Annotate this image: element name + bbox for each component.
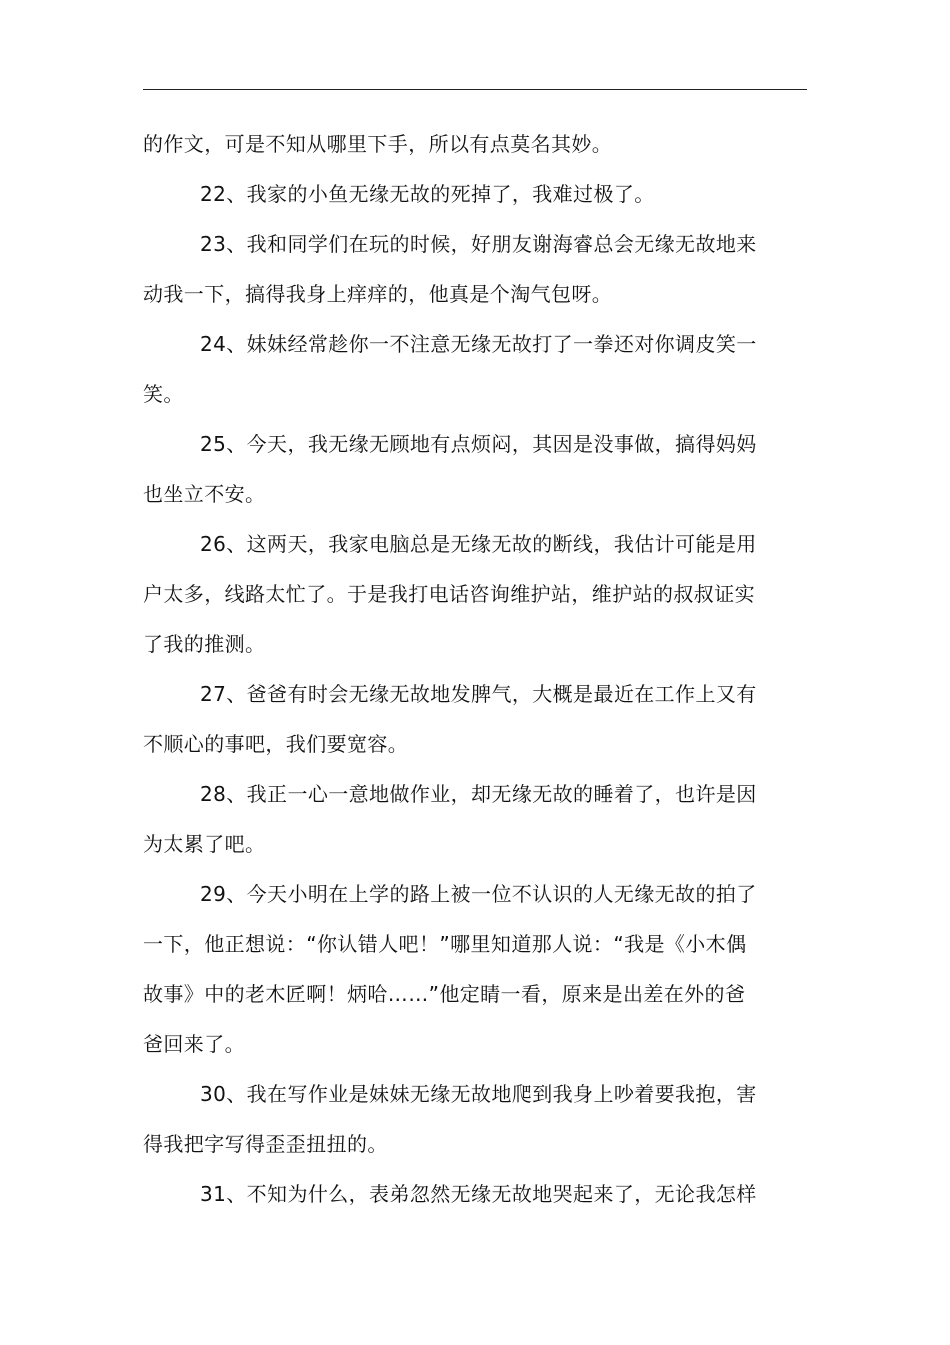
- document-body: [143, 119, 807, 1219]
- text-line: 25、今天，我无缘无顾地有点烦闷，其因是没事做，搞得妈妈: [200, 432, 757, 456]
- text-line: 笑。: [143, 382, 184, 406]
- text-line: 得我把字写得歪歪扭扭的。: [143, 1132, 388, 1156]
- text-line: 28、我正一心一意地做作业，却无缘无故的睡着了，也许是因: [200, 782, 757, 806]
- text-line: 为太累了吧。: [143, 832, 266, 856]
- text-line: 户太多，线路太忙了。于是我打电话咨询维护站，维护站的叔叔证实: [143, 582, 755, 606]
- text-line: 了我的推测。: [143, 632, 266, 656]
- text-line: 26、这两天，我家电脑总是无缘无故的断线，我估计可能是用: [200, 532, 757, 556]
- text-line: 不顺心的事吧，我们要宽容。: [143, 732, 409, 756]
- text-line: 29、今天小明在上学的路上被一位不认识的人无缘无故的拍了: [200, 882, 757, 906]
- text-line: 22、我家的小鱼无缘无故的死掉了，我难过极了。: [200, 182, 655, 206]
- text-line: 的作文，可是不知从哪里下手，所以有点莫名其妙。: [143, 132, 613, 156]
- header-rule: [143, 89, 807, 90]
- text-line: 一下，他正想说：“你认错人吧！”哪里知道那人说：“我是《小木偶: [143, 932, 747, 956]
- text-line: 27、爸爸有时会无缘无故地发脾气，大概是最近在工作上又有: [200, 682, 757, 706]
- text-line: 23、我和同学们在玩的时候，好朋友谢海睿总会无缘无故地来: [200, 232, 757, 256]
- text-line: 30、我在写作业是妹妹无缘无故地爬到我身上吵着要我抱，害: [200, 1082, 757, 1106]
- text-line: 动我一下，搞得我身上痒痒的，他真是个淘气包呀。: [143, 282, 613, 306]
- text-line: 也坐立不安。: [143, 482, 266, 506]
- text-line: 故事》中的老木匠啊！炳哈……”他定睛一看，原来是出差在外的爸: [143, 982, 746, 1006]
- text-line: 爸回来了。: [143, 1032, 245, 1056]
- text-line: 24、妹妹经常趁你一不注意无缘无故打了一拳还对你调皮笑一: [200, 332, 757, 356]
- text-line: 31、不知为什么，表弟忽然无缘无故地哭起来了，无论我怎样: [200, 1182, 757, 1206]
